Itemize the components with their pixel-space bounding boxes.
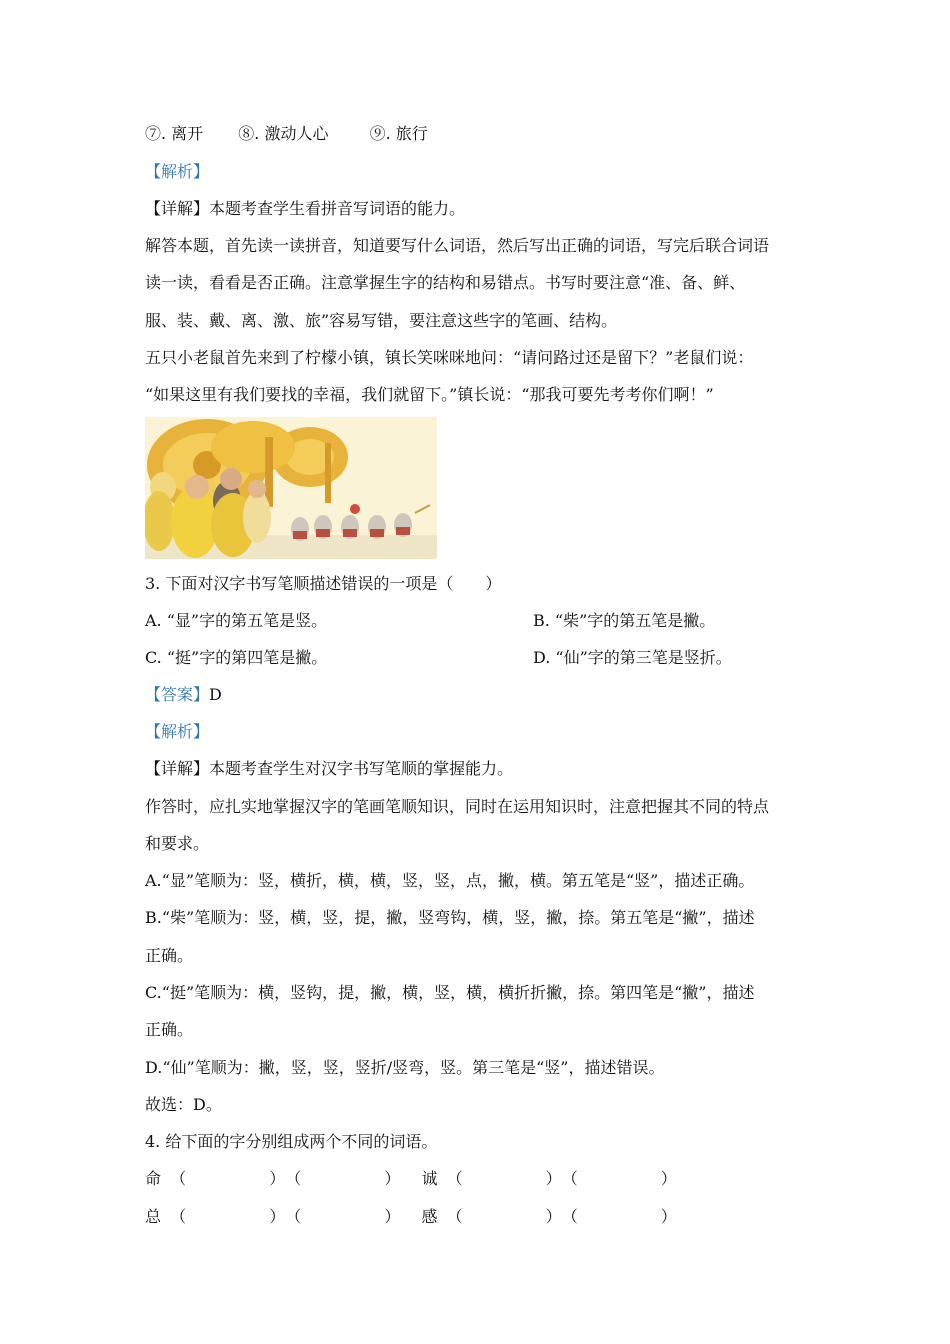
conclusion: 故选：D。 — [145, 1095, 222, 1114]
blank-paren-open: （ — [285, 1169, 302, 1188]
explanation-c-cont: 正确。 — [145, 1020, 194, 1039]
story-illustration — [145, 417, 437, 559]
blank-paren-open: （ — [561, 1207, 578, 1226]
question-4-stem: 4. 给下面的字分别组成两个不同的词语。 — [145, 1132, 438, 1151]
blank-paren-close: ） — [384, 1169, 401, 1188]
blank-paren-close: ） — [660, 1207, 677, 1226]
paragraph: 作答时，应扎实地掌握汉字的笔画笔顺知识，同时在运用知识时，注意把握其不同的特点 — [145, 797, 770, 816]
detail-text: 本题考查学生看拼音写词语的能力。 — [209, 199, 466, 218]
blank-paren-open: （ — [170, 1207, 187, 1226]
blank-paren-close: ） — [269, 1169, 286, 1188]
blank-paren-open: （ — [446, 1169, 463, 1188]
paragraph: 和要求。 — [145, 834, 210, 853]
blank-paren-close: ） — [545, 1169, 562, 1188]
option-b: B. “柴”字的第五笔是撇。 — [533, 611, 716, 630]
option-d: D. “仙”字的第三笔是竖折。 — [533, 648, 732, 667]
option-c: C. “挺”字的第四笔是撇。 — [145, 648, 328, 667]
word-blank-row — [145, 1207, 677, 1227]
detail-tag: 【详解】 — [145, 199, 210, 218]
paragraph: 读一读，看看是否正确。注意掌握生字的结构和易错点。书写时要注意“准、备、鲜、 — [145, 273, 746, 292]
answer-value: D — [209, 685, 222, 704]
char-gan: 感 — [421, 1207, 438, 1226]
answer-9: ⑨. 旅行 — [369, 124, 428, 143]
blank-paren-close: ） — [384, 1207, 401, 1226]
detail-line — [145, 199, 465, 219]
char-cheng: 诚 — [421, 1169, 438, 1188]
analysis-tag: 【解析】 — [145, 162, 210, 181]
detail-text: 本题考查学生对汉字书写笔顺的掌握能力。 — [209, 759, 514, 778]
answer-7: ⑦. 离开 — [145, 124, 204, 143]
answer-tag: 【答案】 — [145, 685, 210, 704]
question-3-stem: 3. 下面对汉字书写笔顺描述错误的一项是（ ） — [145, 574, 502, 593]
explanation-a: A.“显”笔顺为：竖，横折，横，横，竖，竖，点，撇，横。第五笔是“竖”，描述正确。 — [145, 871, 755, 890]
paragraph: 解答本题，首先读一读拼音，知道要写什么词语，然后写出正确的词语，写完后联合词语 — [145, 236, 770, 255]
answer-8: ⑧. 激动人心 — [238, 124, 329, 143]
answer-line — [145, 685, 222, 705]
paragraph: 服、装、戴、离、激、旅”容易写错，要注意这些字的笔画、结构。 — [145, 311, 618, 330]
blank-paren-open: （ — [446, 1207, 463, 1226]
blank-paren-close: ） — [660, 1169, 677, 1188]
explanation-b-cont: 正确。 — [145, 946, 194, 965]
blank-paren-open: （ — [561, 1169, 578, 1188]
detail-line — [145, 759, 513, 779]
blank-paren-open: （ — [285, 1207, 302, 1226]
blank-paren-open: （ — [170, 1169, 187, 1188]
analysis-tag: 【解析】 — [145, 722, 210, 741]
detail-tag: 【详解】 — [145, 759, 210, 778]
word-blank-row — [145, 1169, 677, 1189]
blank-paren-close: ） — [545, 1207, 562, 1226]
story-line: “如果这里有我们要找的幸福，我们就留下。”镇长说：“那我可要先考考你们啊！” — [145, 385, 714, 404]
story-line: 五只小老鼠首先来到了柠檬小镇，镇长笑咪咪地问：“请问路过还是留下？”老鼠们说： — [145, 348, 754, 367]
blank-paren-close: ） — [269, 1207, 286, 1226]
explanation-c: C.“挺”笔顺为：横，竖钩，提，撇，横，竖，横，横折折撇，捺。第四笔是“撇”，描述 — [145, 983, 755, 1002]
explanation-d: D.“仙”笔顺为：撇，竖，竖，竖折/竖弯，竖。第三笔是“竖”，描述错误。 — [145, 1058, 665, 1077]
char-zong: 总 — [145, 1207, 162, 1226]
option-a: A. “显”字的第五笔是竖。 — [145, 611, 328, 630]
char-ming: 命 — [145, 1169, 162, 1188]
answer-row — [145, 124, 428, 144]
explanation-b: B.“柴”笔顺为：竖，横，竖，提，撇，竖弯钩，横，竖，撇，捺。第五笔是“撇”，描述 — [145, 908, 755, 927]
